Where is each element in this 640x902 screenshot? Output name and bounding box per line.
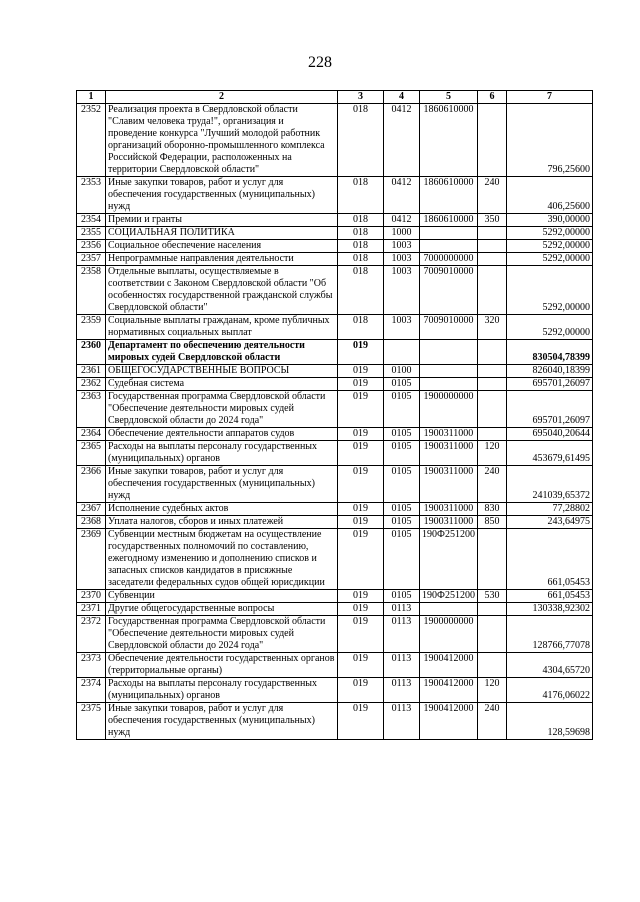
expense-type-code: 850 <box>478 516 507 529</box>
row-name: СОЦИАЛЬНАЯ ПОЛИТИКА <box>106 227 338 240</box>
ministry-code: 018 <box>338 315 384 340</box>
amount: 5292,00000 <box>507 227 593 240</box>
ministry-code: 019 <box>338 378 384 391</box>
ministry-code: 018 <box>338 266 384 315</box>
row-number: 2369 <box>77 529 106 590</box>
target-article-code: 1900412000 <box>420 703 478 740</box>
target-article-code <box>420 365 478 378</box>
expense-type-code <box>478 240 507 253</box>
amount: 695040,20644 <box>507 428 593 441</box>
table-row <box>77 253 593 266</box>
amount: 5292,00000 <box>507 266 593 315</box>
amount: 453679,61495 <box>507 441 593 466</box>
column-header: 7 <box>507 91 593 104</box>
target-article-code: 190Ф251200 <box>420 590 478 603</box>
column-header: 3 <box>338 91 384 104</box>
section-code: 1003 <box>384 266 420 315</box>
table-row <box>77 441 593 466</box>
amount: 695701,26097 <box>507 378 593 391</box>
section-code: 1003 <box>384 253 420 266</box>
ministry-code: 019 <box>338 365 384 378</box>
expense-type-code: 320 <box>478 315 507 340</box>
row-number: 2371 <box>77 603 106 616</box>
amount: 5292,00000 <box>507 315 593 340</box>
amount: 661,05453 <box>507 590 593 603</box>
ministry-code: 019 <box>338 529 384 590</box>
amount: 130338,92302 <box>507 603 593 616</box>
expense-type-code <box>478 227 507 240</box>
target-article-code: 190Ф251200 <box>420 529 478 590</box>
section-code: 0105 <box>384 516 420 529</box>
budget-table <box>76 90 593 740</box>
table-row <box>77 214 593 227</box>
ministry-code: 018 <box>338 104 384 177</box>
row-name: Исполнение судебных актов <box>106 503 338 516</box>
row-name: Расходы на выплаты персоналу государственных (муниципальных) органов <box>106 441 338 466</box>
row-name: Расходы на выплаты персоналу государственных (муниципальных) органов <box>106 678 338 703</box>
row-name: Непрограммные направления деятельности <box>106 253 338 266</box>
row-name: Обеспечение деятельности государственных органов (территориальные органы) <box>106 653 338 678</box>
target-article-code <box>420 227 478 240</box>
row-number: 2372 <box>77 616 106 653</box>
amount: 243,64975 <box>507 516 593 529</box>
row-number: 2356 <box>77 240 106 253</box>
row-name: Социальные выплаты гражданам, кроме публичных нормативных социальных выплат <box>106 315 338 340</box>
target-article-code <box>420 378 478 391</box>
table-row <box>77 266 593 315</box>
table-row <box>77 365 593 378</box>
table-body <box>77 104 593 740</box>
target-article-code: 1900412000 <box>420 678 478 703</box>
amount: 128766,77078 <box>507 616 593 653</box>
table-row <box>77 653 593 678</box>
ministry-code: 019 <box>338 678 384 703</box>
ministry-code: 019 <box>338 516 384 529</box>
section-code: 0105 <box>384 391 420 428</box>
row-number: 2367 <box>77 503 106 516</box>
table-row <box>77 503 593 516</box>
table-row <box>77 315 593 340</box>
row-number: 2366 <box>77 466 106 503</box>
table-row <box>77 529 593 590</box>
expense-type-code <box>478 378 507 391</box>
column-header: 1 <box>77 91 106 104</box>
ministry-code: 018 <box>338 214 384 227</box>
row-name: Уплата налогов, сборов и иных платежей <box>106 516 338 529</box>
row-number: 2364 <box>77 428 106 441</box>
row-name: Отдельные выплаты, осуществляемые в соответствии с Законом Свердловской области "Об особенностях государственной гражданской службы Свердловской области" <box>106 266 338 315</box>
section-code: 0105 <box>384 378 420 391</box>
expense-type-code <box>478 365 507 378</box>
target-article-code: 1860610000 <box>420 214 478 227</box>
expense-type-code: 350 <box>478 214 507 227</box>
row-number: 2374 <box>77 678 106 703</box>
expense-type-code: 240 <box>478 177 507 214</box>
expense-type-code: 120 <box>478 678 507 703</box>
row-number: 2368 <box>77 516 106 529</box>
target-article-code: 1900412000 <box>420 653 478 678</box>
target-article-code <box>420 603 478 616</box>
amount: 4304,65720 <box>507 653 593 678</box>
ministry-code: 019 <box>338 503 384 516</box>
column-header: 2 <box>106 91 338 104</box>
target-article-code <box>420 340 478 365</box>
target-article-code: 1860610000 <box>420 104 478 177</box>
row-name: Социальное обеспечение населения <box>106 240 338 253</box>
section-code: 0113 <box>384 616 420 653</box>
target-article-code: 7009010000 <box>420 315 478 340</box>
section-code <box>384 340 420 365</box>
section-code: 1003 <box>384 240 420 253</box>
row-number: 2365 <box>77 441 106 466</box>
ministry-code: 019 <box>338 590 384 603</box>
row-number: 2359 <box>77 315 106 340</box>
target-article-code: 7000000000 <box>420 253 478 266</box>
expense-type-code <box>478 253 507 266</box>
target-article-code <box>420 240 478 253</box>
row-name: Другие общегосударственные вопросы <box>106 603 338 616</box>
amount: 5292,00000 <box>507 253 593 266</box>
section-code: 0412 <box>384 177 420 214</box>
amount: 128,59698 <box>507 703 593 740</box>
row-number: 2363 <box>77 391 106 428</box>
amount: 796,25600 <box>507 104 593 177</box>
table-row <box>77 703 593 740</box>
amount: 830504,78399 <box>507 340 593 365</box>
amount: 5292,00000 <box>507 240 593 253</box>
table-row <box>77 378 593 391</box>
ministry-code: 019 <box>338 428 384 441</box>
table-row <box>77 590 593 603</box>
section-code: 1003 <box>384 315 420 340</box>
target-article-code: 1860610000 <box>420 177 478 214</box>
table-row <box>77 616 593 653</box>
section-code: 0105 <box>384 529 420 590</box>
table-row <box>77 340 593 365</box>
amount: 406,25600 <box>507 177 593 214</box>
section-code: 1000 <box>384 227 420 240</box>
table-row <box>77 240 593 253</box>
ministry-code: 019 <box>338 391 384 428</box>
header-row <box>77 91 593 104</box>
row-number: 2362 <box>77 378 106 391</box>
section-code: 0105 <box>384 428 420 441</box>
ministry-code: 018 <box>338 177 384 214</box>
target-article-code: 1900311000 <box>420 428 478 441</box>
expense-type-code: 120 <box>478 441 507 466</box>
section-code: 0100 <box>384 365 420 378</box>
row-name: Судебная система <box>106 378 338 391</box>
ministry-code: 019 <box>338 603 384 616</box>
table-row <box>77 428 593 441</box>
row-name: Государственная программа Свердловской области "Обеспечение деятельности мировых судей Свердловской области до 2024 года" <box>106 391 338 428</box>
expense-type-code: 530 <box>478 590 507 603</box>
expense-type-code <box>478 391 507 428</box>
expense-type-code <box>478 340 507 365</box>
row-number: 2375 <box>77 703 106 740</box>
table-row <box>77 466 593 503</box>
target-article-code: 1900000000 <box>420 391 478 428</box>
ministry-code: 018 <box>338 253 384 266</box>
section-code: 0105 <box>384 503 420 516</box>
section-code: 0105 <box>384 590 420 603</box>
target-article-code: 1900311000 <box>420 516 478 529</box>
row-name: Реализация проекта в Свердловской области "Славим человека труда!", организация и проведение конкурса "Лучший молодой работник организаций оборонно-промышленного комплекса Российской Федерации, расположенных на территории Свердловской области" <box>106 104 338 177</box>
row-number: 2352 <box>77 104 106 177</box>
expense-type-code: 240 <box>478 703 507 740</box>
page-number: 228 <box>308 54 332 71</box>
ministry-code: 019 <box>338 653 384 678</box>
table-row <box>77 516 593 529</box>
target-article-code: 1900311000 <box>420 503 478 516</box>
amount: 695701,26097 <box>507 391 593 428</box>
expense-type-code <box>478 104 507 177</box>
table-row <box>77 391 593 428</box>
row-name: Премии и гранты <box>106 214 338 227</box>
table-row <box>77 678 593 703</box>
row-number: 2358 <box>77 266 106 315</box>
section-code: 0105 <box>384 441 420 466</box>
table-row <box>77 603 593 616</box>
section-code: 0105 <box>384 466 420 503</box>
expense-type-code: 830 <box>478 503 507 516</box>
row-name: Департамент по обеспечению деятельности мировых судей Свердловской области <box>106 340 338 365</box>
expense-type-code <box>478 428 507 441</box>
ministry-code: 019 <box>338 616 384 653</box>
amount: 77,28802 <box>507 503 593 516</box>
row-name: Обеспечение деятельности аппаратов судов <box>106 428 338 441</box>
section-code: 0412 <box>384 104 420 177</box>
target-article-code: 1900000000 <box>420 616 478 653</box>
column-header: 5 <box>420 91 478 104</box>
section-code: 0113 <box>384 703 420 740</box>
expense-type-code <box>478 616 507 653</box>
expense-type-code <box>478 603 507 616</box>
section-code: 0113 <box>384 603 420 616</box>
row-name: Иные закупки товаров, работ и услуг для обеспечения государственных (муниципальных) нужд <box>106 466 338 503</box>
target-article-code: 7009010000 <box>420 266 478 315</box>
table-row <box>77 177 593 214</box>
ministry-code: 019 <box>338 441 384 466</box>
target-article-code: 1900311000 <box>420 441 478 466</box>
column-header: 6 <box>478 91 507 104</box>
row-number: 2373 <box>77 653 106 678</box>
row-name: Субвенции местным бюджетам на осуществление государственных полномочий по составлению, ежегодному изменению и дополнению списков и запасных списков кандидатов в присяжные заседатели федеральных судов общей юрисдикции <box>106 529 338 590</box>
target-article-code: 1900311000 <box>420 466 478 503</box>
column-header: 4 <box>384 91 420 104</box>
row-name: Иные закупки товаров, работ и услуг для обеспечения государственных (муниципальных) нужд <box>106 177 338 214</box>
section-code: 0113 <box>384 653 420 678</box>
row-number: 2354 <box>77 214 106 227</box>
row-number: 2360 <box>77 340 106 365</box>
amount: 661,05453 <box>507 529 593 590</box>
amount: 4176,06022 <box>507 678 593 703</box>
ministry-code: 019 <box>338 466 384 503</box>
row-number: 2361 <box>77 365 106 378</box>
section-code: 0113 <box>384 678 420 703</box>
table-row <box>77 104 593 177</box>
expense-type-code <box>478 266 507 315</box>
row-number: 2353 <box>77 177 106 214</box>
row-name: Субвенции <box>106 590 338 603</box>
row-name: Государственная программа Свердловской области "Обеспечение деятельности мировых судей Свердловской области до 2024 года" <box>106 616 338 653</box>
amount: 826040,18399 <box>507 365 593 378</box>
expense-type-code <box>478 529 507 590</box>
expense-type-code: 240 <box>478 466 507 503</box>
ministry-code: 019 <box>338 703 384 740</box>
amount: 241039,65372 <box>507 466 593 503</box>
row-number: 2355 <box>77 227 106 240</box>
expense-type-code <box>478 653 507 678</box>
ministry-code: 018 <box>338 227 384 240</box>
ministry-code: 018 <box>338 240 384 253</box>
row-name: ОБЩЕГОСУДАРСТВЕННЫЕ ВОПРОСЫ <box>106 365 338 378</box>
amount: 390,00000 <box>507 214 593 227</box>
section-code: 0412 <box>384 214 420 227</box>
ministry-code: 019 <box>338 340 384 365</box>
row-number: 2370 <box>77 590 106 603</box>
row-number: 2357 <box>77 253 106 266</box>
table-row <box>77 227 593 240</box>
row-name: Иные закупки товаров, работ и услуг для обеспечения государственных (муниципальных) нужд <box>106 703 338 740</box>
